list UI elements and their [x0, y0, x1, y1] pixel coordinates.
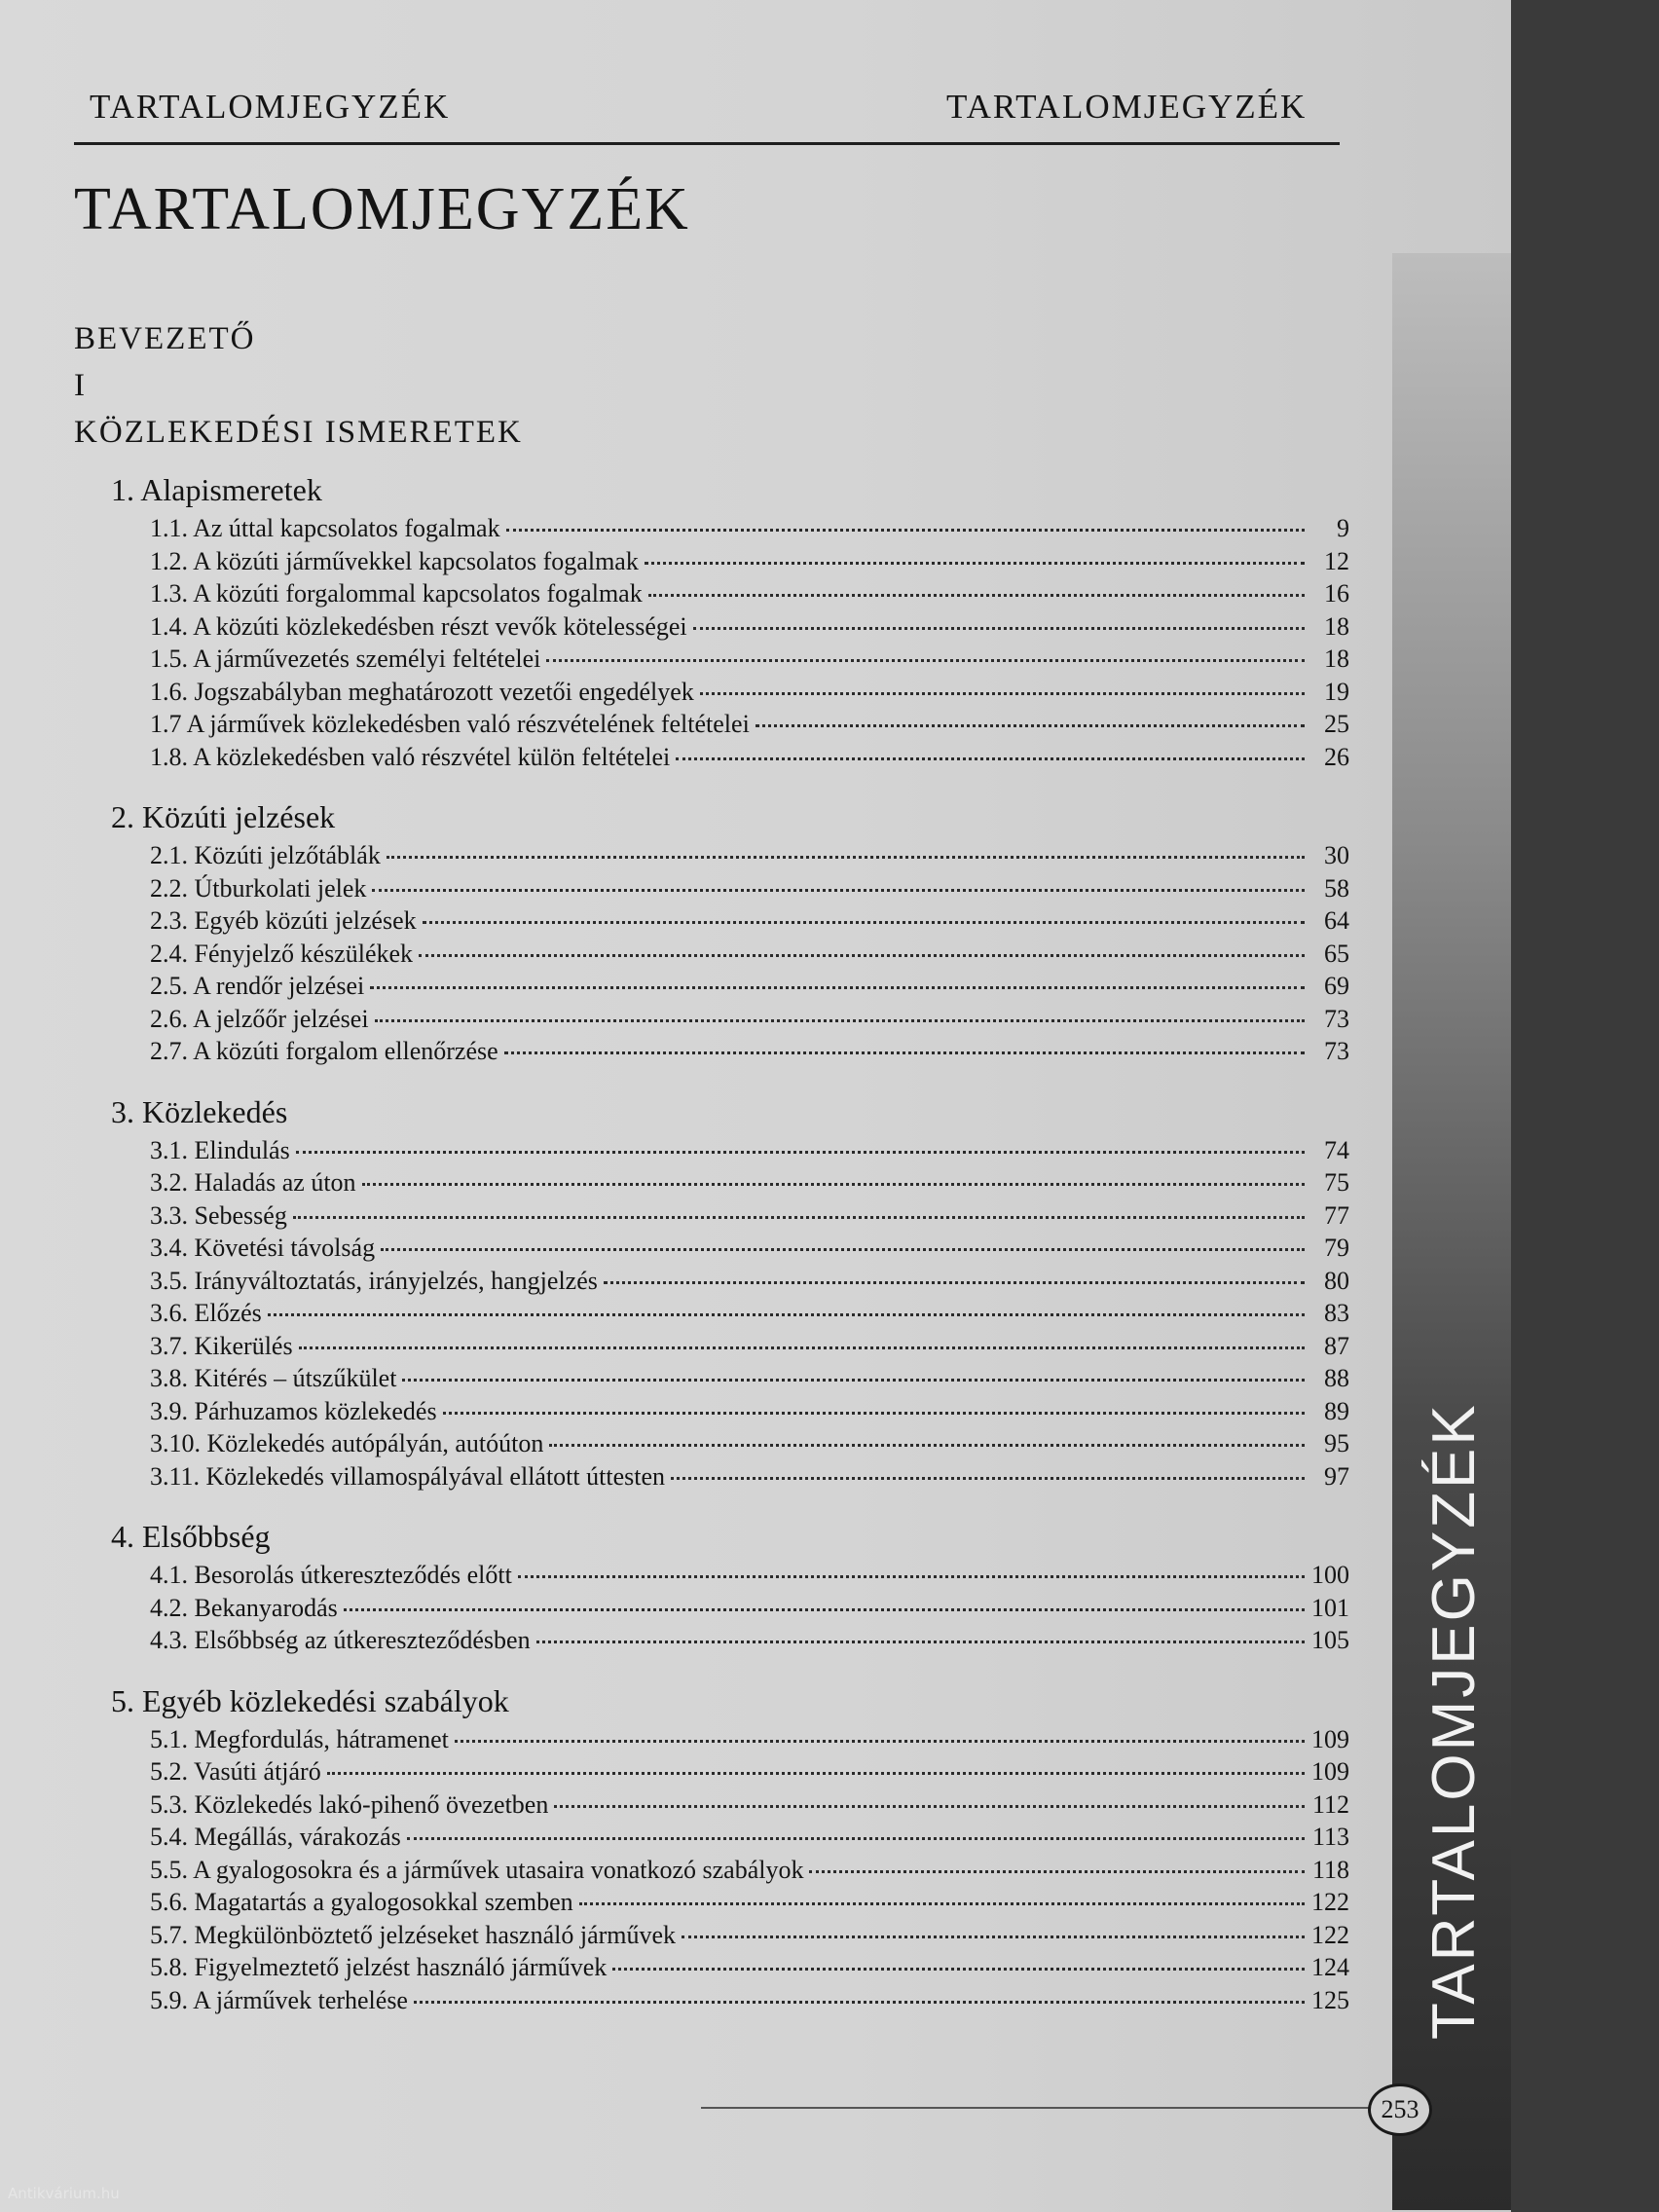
- toc-entry: [150, 1951, 1349, 1984]
- dot-leader: [506, 529, 1305, 532]
- toc-entry: [150, 1362, 1349, 1395]
- toc-entry-label: 4.2. Bekanyarodás: [150, 1593, 338, 1622]
- dot-leader: [370, 986, 1305, 989]
- dot-leader: [612, 1968, 1305, 1971]
- toc-entry: [150, 1166, 1349, 1199]
- toc-entry-page: 87: [1324, 1331, 1349, 1360]
- toc-entry: [150, 1592, 1349, 1625]
- toc-entry-page: 73: [1324, 1037, 1349, 1065]
- toc-entry-label: 5.4. Megállás, várakozás: [150, 1823, 401, 1851]
- toc-entry: [150, 1232, 1349, 1265]
- dot-leader: [414, 2001, 1305, 2004]
- toc-entry-label: 5.7. Megkülönböztető jelzéseket használó járművek: [150, 1920, 677, 1949]
- toc-entry-page: 118: [1311, 1855, 1349, 1884]
- dot-leader: [268, 1313, 1305, 1316]
- dot-leader: [671, 1477, 1305, 1480]
- toc-entry: [150, 708, 1349, 741]
- toc-entry-page: 124: [1311, 1953, 1349, 1981]
- toc-entry: [150, 904, 1349, 938]
- dot-leader: [546, 659, 1305, 662]
- toc-entry-label: 3.9. Párhuzamos közlekedés: [150, 1396, 437, 1425]
- toc-entry: [150, 676, 1349, 709]
- toc-entry: [150, 1723, 1349, 1756]
- toc-entry-label: 5.3. Közlekedés lakó-pihenő övezetben: [150, 1789, 549, 1819]
- toc-entry-page: 19: [1324, 677, 1349, 706]
- toc-entry-label: 1.6. Jogszabályban meghatározott vezetői engedélyek: [150, 677, 694, 706]
- toc-entry-label: 3.6. Előzés: [150, 1299, 262, 1327]
- toc-entry-page: 100: [1311, 1561, 1349, 1589]
- toc-section: [74, 1678, 1349, 2017]
- running-header-left: TARTALOMJEGYZÉK: [90, 88, 451, 126]
- toc-entry-page: 125: [1311, 1985, 1349, 2014]
- toc-entry-page: 97: [1324, 1461, 1349, 1491]
- toc-entry-label: 1.4. A közúti közlekedésben részt vevők kötelességei: [150, 611, 687, 641]
- toc-entry-page: 69: [1324, 972, 1349, 1000]
- toc-entry-page: 79: [1324, 1234, 1349, 1262]
- toc-entry-page: 80: [1324, 1266, 1349, 1295]
- toc-entry-page: 109: [1311, 1724, 1349, 1753]
- dot-leader: [756, 724, 1305, 727]
- dot-leader: [809, 1870, 1305, 1873]
- toc-entry-label: 3.7. Kikerülés: [150, 1331, 293, 1360]
- toc-entry-page: 64: [1324, 906, 1349, 935]
- toc-entry-page: 9: [1337, 514, 1349, 542]
- toc-entry-page: 101: [1311, 1593, 1349, 1622]
- toc-entry-page: 65: [1324, 939, 1349, 968]
- toc-entry-page: 105: [1311, 1626, 1349, 1654]
- toc-entry-page: 112: [1311, 1789, 1349, 1819]
- dot-leader: [536, 1641, 1305, 1643]
- dot-leader: [443, 1412, 1305, 1415]
- toc-entry: [150, 1755, 1349, 1788]
- dot-leader: [455, 1740, 1305, 1743]
- toc-section: [74, 794, 1349, 1068]
- toc-entry-label: 3.11. Közlekedés villamospályával ellátott úttesten: [150, 1461, 666, 1491]
- toc-entry: [150, 1559, 1349, 1592]
- dot-leader: [676, 757, 1305, 760]
- toc-entry-label: 3.2. Haladás az úton: [150, 1168, 356, 1197]
- header-rule: [74, 142, 1340, 145]
- toc-entry: [150, 1427, 1349, 1460]
- page-title: TARTALOMJEGYZÉK: [74, 176, 690, 242]
- section-heading: 4. Elsőbbség: [111, 1519, 271, 1554]
- toc-entry-page: 30: [1324, 841, 1349, 869]
- toc-entry-page: 122: [1311, 1888, 1349, 1916]
- toc-entry-page: 109: [1311, 1757, 1349, 1786]
- toc-entry-label: 1.7 A járművek közlekedésben való részvételének feltételei: [150, 710, 750, 738]
- toc-entry-page: 25: [1324, 710, 1349, 738]
- toc-entry-label: 2.1. Közúti jelzőtáblák: [150, 841, 381, 869]
- toc-entry-label: 5.6. Magatartás a gyalogosokkal szemben: [150, 1888, 573, 1916]
- toc-entry-label: 3.1. Elindulás: [150, 1135, 290, 1164]
- toc-entry: [150, 1297, 1349, 1330]
- toc-entry-page: 75: [1324, 1168, 1349, 1197]
- dot-leader: [407, 1837, 1305, 1840]
- intro-line: I: [74, 368, 87, 403]
- toc-entry: [150, 577, 1349, 610]
- toc-entry: [150, 938, 1349, 971]
- toc-entry-page: 95: [1324, 1429, 1349, 1457]
- toc-entry-label: 3.10. Közlekedés autópályán, autóúton: [150, 1429, 544, 1457]
- dot-leader: [518, 1575, 1305, 1578]
- toc-entry: [150, 1003, 1349, 1036]
- toc-entry-page: 16: [1324, 579, 1349, 608]
- toc-entry: [150, 1984, 1349, 2017]
- section-heading: 5. Egyéb közlekedési szabályok: [111, 1682, 509, 1718]
- toc-entry-label: 1.8. A közlekedésben való részvétel külön feltételei: [150, 742, 671, 771]
- dot-leader: [327, 1772, 1305, 1775]
- dot-leader: [293, 1216, 1305, 1219]
- toc-entry: [150, 1134, 1349, 1167]
- toc-entry: [150, 1395, 1349, 1428]
- toc-entry: [150, 839, 1349, 872]
- toc-entry: [150, 1624, 1349, 1657]
- dot-leader: [648, 594, 1305, 597]
- dot-leader: [299, 1346, 1305, 1349]
- toc-entry-label: 5.8. Figyelmeztető jelzést használó járművek: [150, 1953, 608, 1981]
- side-tab-label: TARTALOMJEGYZÉK: [1420, 1402, 1488, 2040]
- toc-entry: [150, 610, 1349, 644]
- toc-entry-page: 12: [1324, 546, 1349, 575]
- toc-entry-page: 113: [1311, 1823, 1349, 1851]
- dot-leader: [700, 692, 1305, 695]
- toc-section: [74, 1514, 1349, 1657]
- section-heading: 3. Közlekedés: [111, 1093, 288, 1129]
- toc-entry-label: 4.3. Elsőbbség az útkereszteződésben: [150, 1626, 531, 1654]
- toc-entry-label: 2.2. Útburkolati jelek: [150, 873, 367, 903]
- toc-sections: [74, 467, 1349, 2038]
- toc-entry-page: 73: [1324, 1004, 1349, 1033]
- toc-entry-label: 1.1. Az úttal kapcsolatos fogalmak: [150, 514, 500, 542]
- watermark: Antikvárium.hu: [8, 2185, 120, 2202]
- toc-entry: [150, 1265, 1349, 1298]
- toc-entry-page: 77: [1324, 1200, 1349, 1230]
- dot-leader: [504, 1051, 1305, 1054]
- toc-entry-label: 3.4. Követési távolság: [150, 1234, 376, 1262]
- dot-leader: [402, 1379, 1305, 1382]
- dot-leader: [419, 954, 1305, 957]
- toc-entry-label: 3.5. Irányváltoztatás, irányjelzés, hangjelzés: [150, 1266, 598, 1295]
- toc-entry: [150, 643, 1349, 676]
- toc-entry-label: 1.5. A járművezetés személyi feltételei: [150, 645, 541, 673]
- toc-entry-page: 58: [1324, 873, 1349, 903]
- toc-entry-label: 2.5. A rendőr jelzései: [150, 972, 365, 1000]
- toc-entry: [150, 545, 1349, 578]
- toc-entry: [150, 512, 1349, 545]
- toc-entry: [150, 1886, 1349, 1919]
- toc-entry-page: 26: [1324, 742, 1349, 771]
- dot-leader: [375, 1019, 1305, 1022]
- dot-leader: [344, 1608, 1305, 1611]
- toc-entry-label: 5.9. A járművek terhelése: [150, 1985, 408, 2014]
- toc-entry: [150, 1919, 1349, 1952]
- toc-entry-page: 88: [1324, 1364, 1349, 1392]
- dot-leader: [549, 1444, 1305, 1447]
- intro-line: BEVEZETŐ: [74, 321, 256, 356]
- toc-entry-label: 5.5. A gyalogosokra és a járművek utasaira vonatkozó szabályok: [150, 1855, 804, 1884]
- dot-leader: [604, 1281, 1305, 1284]
- running-header-right: TARTALOMJEGYZÉK: [946, 88, 1308, 126]
- toc-entry-page: 89: [1324, 1396, 1349, 1425]
- dot-leader: [693, 627, 1305, 630]
- dot-leader: [296, 1151, 1305, 1154]
- toc-section: [74, 467, 1349, 773]
- toc-entry: [150, 1788, 1349, 1822]
- toc-entry-label: 1.3. A közúti forgalommal kapcsolatos fogalmak: [150, 579, 643, 608]
- dot-leader: [362, 1183, 1305, 1186]
- toc-section: [74, 1089, 1349, 1493]
- toc-entry-page: 18: [1324, 611, 1349, 641]
- page-number: 253: [1368, 2083, 1432, 2136]
- dot-leader: [381, 1248, 1305, 1251]
- toc-entry: [150, 1035, 1349, 1068]
- toc-entry: [150, 872, 1349, 905]
- toc-entry-label: 4.1. Besorolás útkereszteződés előtt: [150, 1561, 512, 1589]
- toc-entry-label: 5.1. Megfordulás, hátramenet: [150, 1724, 449, 1753]
- toc-entry-label: 3.3. Sebesség: [150, 1200, 287, 1230]
- section-heading: 2. Közúti jelzések: [111, 799, 336, 834]
- toc-entry: [150, 1821, 1349, 1854]
- dot-leader: [372, 889, 1305, 892]
- toc-entry: [150, 741, 1349, 774]
- toc-entry-label: 5.2. Vasúti átjáró: [150, 1757, 321, 1786]
- intro-line: KÖZLEKEDÉSI ISMERETEK: [74, 415, 523, 450]
- toc-entry: [150, 970, 1349, 1003]
- toc-entry-page: 122: [1311, 1920, 1349, 1949]
- toc-entry: [150, 1330, 1349, 1363]
- dot-leader: [387, 856, 1305, 859]
- toc-entry: [150, 1460, 1349, 1493]
- toc-entry-label: 1.2. A közúti járművekkel kapcsolatos fogalmak: [150, 546, 639, 575]
- section-heading: 1. Alapismeretek: [111, 472, 322, 507]
- toc-entry-label: 2.3. Egyéb közúti jelzések: [150, 906, 417, 935]
- toc-entry-page: 74: [1324, 1135, 1349, 1164]
- footer-rule: [701, 2107, 1382, 2109]
- intro-block: [74, 315, 523, 456]
- toc-entry: [150, 1854, 1349, 1887]
- toc-entry-label: 2.4. Fényjelző készülékek: [150, 939, 414, 968]
- toc-entry-label: 2.7. A közúti forgalom ellenőrzése: [150, 1037, 498, 1065]
- dot-leader: [423, 921, 1305, 924]
- dot-leader: [554, 1805, 1305, 1808]
- dot-leader: [682, 1936, 1305, 1938]
- toc-entry-page: 83: [1324, 1299, 1349, 1327]
- toc-entry-label: 2.6. A jelzőőr jelzései: [150, 1004, 369, 1033]
- toc-entry: [150, 1199, 1349, 1233]
- toc-entry-page: 18: [1324, 645, 1349, 673]
- dot-leader: [579, 1902, 1305, 1905]
- dot-leader: [645, 562, 1305, 565]
- toc-entry-label: 3.8. Kitérés – útszűkület: [150, 1364, 397, 1392]
